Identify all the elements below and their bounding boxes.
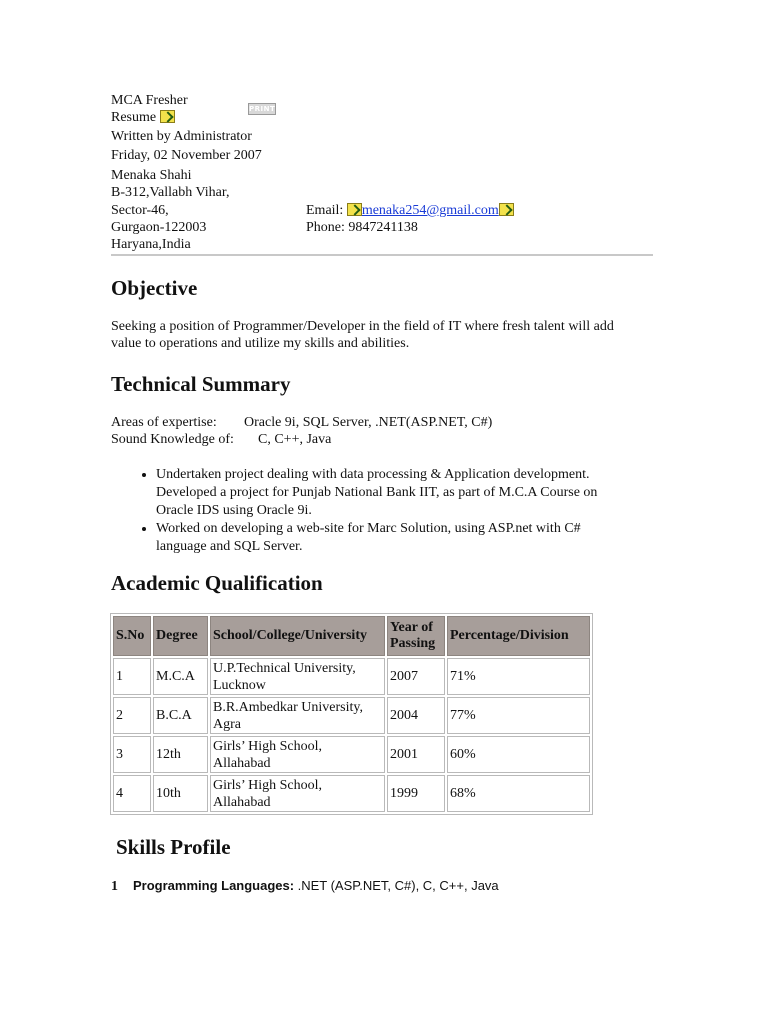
skill-label: Programming Languages:: [133, 878, 295, 893]
header-divider: [111, 254, 653, 256]
email-this-icon-2[interactable]: [499, 203, 514, 216]
email-link[interactable]: menaka254@gmail.com: [361, 203, 499, 218]
academic-table: [110, 613, 593, 815]
address-line-1: B-312,Vallabh Vihar,: [111, 185, 230, 200]
table-header-row: [113, 616, 590, 656]
resume-title-line1: MCA Fresher: [111, 93, 188, 108]
objective-text-1: Seeking a position of Programmer/Developer in the field of IT where fresh talent will add: [111, 319, 614, 334]
cell-degree: 12th: [153, 736, 208, 773]
cell-year: 2001: [387, 736, 445, 773]
cell-school-line: Allahabad: [213, 794, 271, 810]
expertise-label: Areas of expertise:: [111, 415, 217, 430]
knowledge-row: [111, 431, 331, 449]
cell-school-line: Agra: [213, 716, 241, 732]
column-header-degree: Degree: [153, 616, 208, 656]
phone-label: Phone:: [306, 220, 345, 235]
cell-school-line: Lucknow: [213, 677, 266, 693]
cell-school-line: Girls’ High School,: [213, 777, 323, 793]
list-item-line: Developed a project for Punjab National Bank IIT, as part of M.C.A Course on: [156, 485, 598, 500]
email-row: [306, 202, 514, 220]
print-icon[interactable]: PRINT: [249, 105, 276, 113]
author-line: Written by Administrator: [111, 129, 252, 144]
objective-heading: Objective: [111, 276, 198, 300]
column-header-percentage: Percentage/Division: [447, 616, 590, 656]
technical-summary-heading: Technical Summary: [111, 372, 291, 396]
cell-degree: 10th: [153, 775, 208, 812]
cell-year: 2007: [387, 658, 445, 695]
email-this-icon[interactable]: [160, 110, 175, 123]
cell-sno: 1: [113, 658, 151, 695]
skill-number: 1: [111, 879, 118, 894]
academic-heading: Academic Qualification: [111, 571, 323, 595]
objective-text-2: value to operations and utilize my skills and abilities.: [111, 336, 410, 351]
cell-year: 2004: [387, 697, 445, 734]
column-header-year: Year of Passing: [387, 616, 445, 656]
skill-value: .NET (ASP.NET, C#), C, C++, Java: [297, 878, 499, 893]
cell-school: [210, 736, 385, 773]
cell-school-line: Allahabad: [213, 755, 271, 771]
table-row: [113, 736, 590, 773]
list-item-line: language and SQL Server.: [156, 539, 303, 554]
resume-title-text: Resume: [111, 110, 157, 125]
contact-name: Menaka Shahi: [111, 168, 192, 183]
column-header-school: School/College/University: [210, 616, 385, 656]
table-row: [113, 658, 590, 695]
cell-percentage: 60%: [447, 736, 590, 773]
skills-heading: Skills Profile: [116, 835, 231, 859]
resume-title-line2: [111, 109, 175, 127]
cell-sno: 2: [113, 697, 151, 734]
cell-school: [210, 697, 385, 734]
table-row: [113, 775, 590, 812]
cell-percentage: 68%: [447, 775, 590, 812]
phone-value: 9847241138: [348, 220, 418, 235]
expertise-row: [111, 414, 492, 432]
cell-school: [210, 658, 385, 695]
skill-item: [111, 877, 499, 896]
cell-percentage: 71%: [447, 658, 590, 695]
cell-school-line: U.P.Technical University,: [213, 660, 356, 676]
phone-row: [306, 219, 418, 237]
knowledge-value: C, C++, Java: [258, 432, 332, 447]
cell-sno: 3: [113, 736, 151, 773]
email-label: Email:: [306, 203, 344, 218]
address-line-4: Haryana,India: [111, 237, 191, 252]
cell-school: [210, 775, 385, 812]
cell-degree: B.C.A: [153, 697, 208, 734]
table-row: [113, 697, 590, 734]
list-item-line: • Worked on developing a web-site for Marc Solution, using ASP.net with C#: [156, 521, 581, 536]
knowledge-label: Sound Knowledge of:: [111, 432, 234, 447]
email-icon[interactable]: [347, 203, 362, 216]
address-line-2: Sector-46,: [111, 203, 169, 218]
address-line-3: Gurgaon-122003: [111, 220, 207, 235]
cell-degree: M.C.A: [153, 658, 208, 695]
expertise-value: Oracle 9i, SQL Server, .NET(ASP.NET, C#): [244, 415, 493, 430]
project-list: [111, 466, 716, 556]
list-item: [156, 466, 716, 520]
list-item-line: • Undertaken project dealing with data processing & Application development.: [156, 467, 590, 482]
cell-school-line: Girls’ High School,: [213, 738, 323, 754]
cell-sno: 4: [113, 775, 151, 812]
cell-school-line: B.R.Ambedkar University,: [213, 699, 363, 715]
cell-percentage: 77%: [447, 697, 590, 734]
list-item-line: Oracle IDS using Oracle 9i.: [156, 503, 312, 518]
list-item: [156, 520, 716, 556]
cell-year: 1999: [387, 775, 445, 812]
column-header-sno: S.No: [113, 616, 151, 656]
date-line: Friday, 02 November 2007: [111, 148, 262, 163]
